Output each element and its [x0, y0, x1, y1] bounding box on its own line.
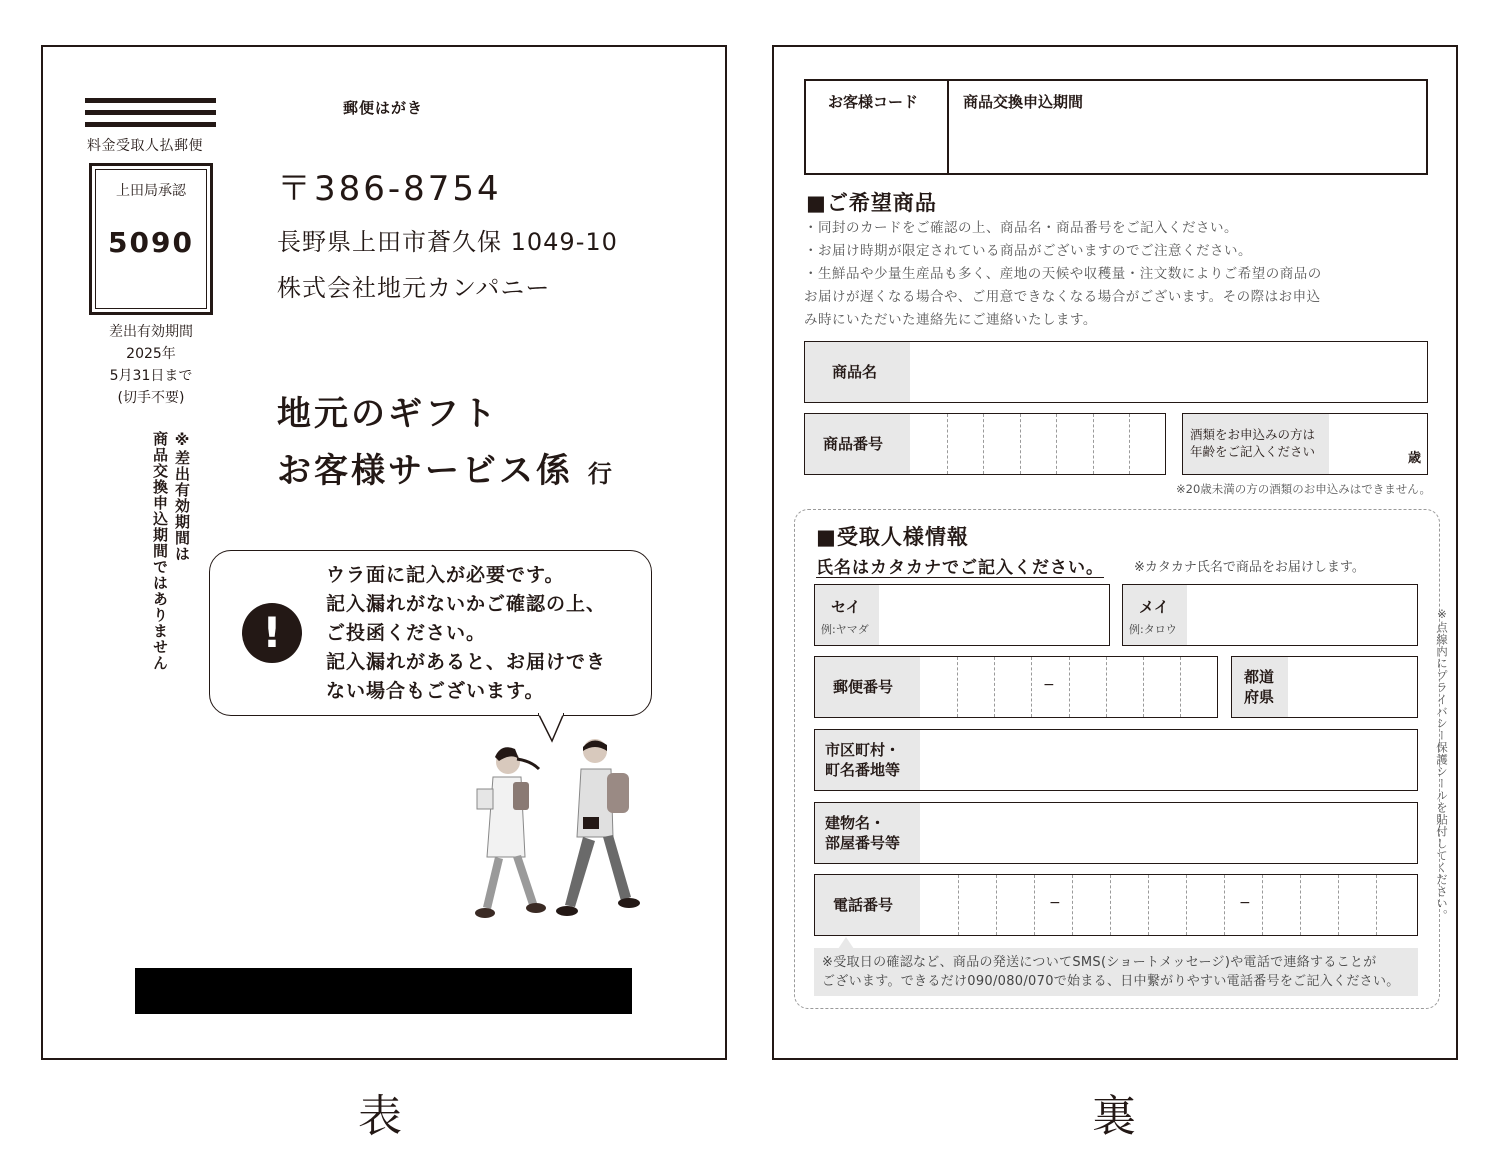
- validity-line: (切手不要): [117, 390, 185, 406]
- notice-line: ウラ面に記入が必要です。: [326, 564, 565, 586]
- age-unit: 歳: [1407, 451, 1421, 466]
- postal-code: 〒386-8754: [277, 169, 502, 209]
- phone-dash: −: [1239, 895, 1251, 911]
- notice-line: 記入漏れがあると、お届けでき: [326, 651, 607, 673]
- postal-code-label: 郵便番号: [815, 657, 920, 717]
- contact-note: [814, 948, 1418, 996]
- validity-period: [83, 321, 219, 409]
- note-line: ・同封のカードをご確認の上、商品名・商品番号をご記入ください。: [804, 220, 1238, 236]
- phone-field[interactable]: [814, 874, 1418, 936]
- city-label-line: 市区町村・: [825, 741, 901, 759]
- notice-text: [326, 561, 606, 706]
- product-number-label: 商品番号: [805, 414, 910, 474]
- postal-stripe: [85, 122, 216, 127]
- alcohol-label-line: 年齢をご記入ください: [1190, 444, 1316, 459]
- building-label-line: 建物名・: [825, 814, 886, 832]
- stamp-number: 5090: [108, 226, 194, 259]
- prefecture-label: [1232, 657, 1288, 717]
- city-label-line: 町名番地等: [825, 761, 901, 779]
- phone-label: 電話番号: [815, 875, 920, 935]
- alcohol-label-line: 酒類をお申込みの方は: [1190, 427, 1316, 442]
- postal-stripe: [85, 110, 216, 115]
- company-name: 株式会社地元カンパニー: [277, 274, 551, 302]
- building-field[interactable]: [814, 802, 1418, 864]
- prefecture-label-line: 府県: [1244, 688, 1275, 706]
- notice-line: 記入漏れがないかご確認の上、: [326, 593, 607, 615]
- city-label: [815, 730, 920, 790]
- note-line: お届けが遅くなる場合や、ご用意できなくなる場合がございます。その際はお申込: [804, 289, 1321, 305]
- address: 長野県上田市蒼久保 1049-10: [277, 228, 618, 256]
- notice-bubble: [209, 550, 652, 716]
- building-label: [815, 803, 920, 863]
- sei-label: セイ: [831, 598, 861, 616]
- building-label-line: 部屋番号等: [825, 834, 901, 852]
- stamp-office: 上田局承認: [116, 183, 186, 199]
- desired-product-notes: [804, 217, 1322, 332]
- validity-line: 5月31日まで: [109, 368, 193, 384]
- prefecture-field[interactable]: [1231, 656, 1418, 718]
- phone-dash: −: [1049, 895, 1061, 911]
- walking-couple-illustration-icon: [443, 737, 653, 937]
- prefecture-label-line: 都道: [1244, 668, 1275, 686]
- notice-line: ご投函ください。: [326, 622, 487, 644]
- exclamation-icon: !: [242, 603, 302, 663]
- postal-dash: −: [1043, 677, 1055, 693]
- mei-field[interactable]: [1122, 584, 1418, 646]
- validity-line: 差出有効期間: [109, 324, 193, 340]
- customer-code-label: お客様コード: [828, 93, 919, 111]
- product-number-field[interactable]: [804, 413, 1166, 475]
- note-line: み時にいただいた連絡先にご連絡いたします。: [804, 312, 1097, 328]
- front-caption: 表: [358, 1091, 402, 1142]
- back-caption: 裏: [1092, 1091, 1136, 1142]
- vertical-note-line: 商品交換申込期間ではありません: [151, 431, 169, 671]
- contact-note-line: ※受取日の確認など、商品の発送についてSMS(ショートメッセージ)や電話で連絡することが: [822, 955, 1377, 970]
- alcohol-note: ※20歳未満の方の酒類のお申込みはできません。: [1176, 482, 1431, 496]
- desired-product-title: ■ご希望商品: [806, 191, 937, 215]
- mei-example: 例:タロウ: [1129, 623, 1177, 636]
- postal-code-field[interactable]: [814, 656, 1218, 718]
- product-name-label: 商品名: [805, 342, 910, 402]
- alcohol-age-label: [1190, 426, 1315, 460]
- contact-note-line: ございます。できるだけ090/080/070で始まる、日中繋がりやすい電話番号をご記入ください。: [822, 974, 1400, 989]
- city-field[interactable]: [814, 729, 1418, 791]
- sei-field[interactable]: [814, 584, 1110, 646]
- barcode-bar: [135, 968, 632, 1014]
- recipient-line-2: [277, 443, 615, 492]
- katakana-note: ※カタカナ氏名で商品をお届けします。: [1134, 560, 1365, 575]
- code-period-box: [804, 79, 1428, 175]
- katakana-instruction: 氏名はカタカナでご記入ください。: [816, 558, 1104, 578]
- note-line: ・お届け時期が限定されている商品がございますのでご注意ください。: [804, 243, 1252, 259]
- note-line: ・生鮮品や少量生産品も多く、産地の天候や収穫量・注文数によりご希望の商品の: [804, 266, 1322, 282]
- age-field[interactable]: [1182, 413, 1428, 475]
- postal-stripe: [85, 98, 216, 103]
- postcard-back: [772, 45, 1458, 1060]
- recipient-line-1: 地元のギフト: [277, 394, 499, 434]
- vertical-note-line: ※差出有効期間は: [173, 431, 191, 562]
- recipient-suffix: 行: [587, 460, 615, 488]
- fee-label: 料金受取人払郵便: [87, 138, 203, 154]
- recipient-info-title: ■受取人様情報: [816, 525, 969, 549]
- product-name-field[interactable]: [804, 341, 1428, 403]
- sei-example: 例:ヤマダ: [821, 623, 869, 636]
- vertical-note: [149, 431, 193, 671]
- mei-label: メイ: [1139, 598, 1169, 616]
- stamp-frame: [89, 163, 213, 315]
- postcard-front: [41, 45, 727, 1060]
- validity-line: 2025年: [126, 346, 176, 362]
- exchange-period-label: 商品交換申込期間: [963, 93, 1084, 111]
- notice-line: ない場合もございます。: [326, 680, 545, 702]
- privacy-note: ※点線内にプライバシー保護シールを貼付してください。: [1435, 607, 1449, 922]
- recipient-department: お客様サービス係: [277, 451, 573, 491]
- postcard-label: 郵便はがき: [343, 99, 424, 117]
